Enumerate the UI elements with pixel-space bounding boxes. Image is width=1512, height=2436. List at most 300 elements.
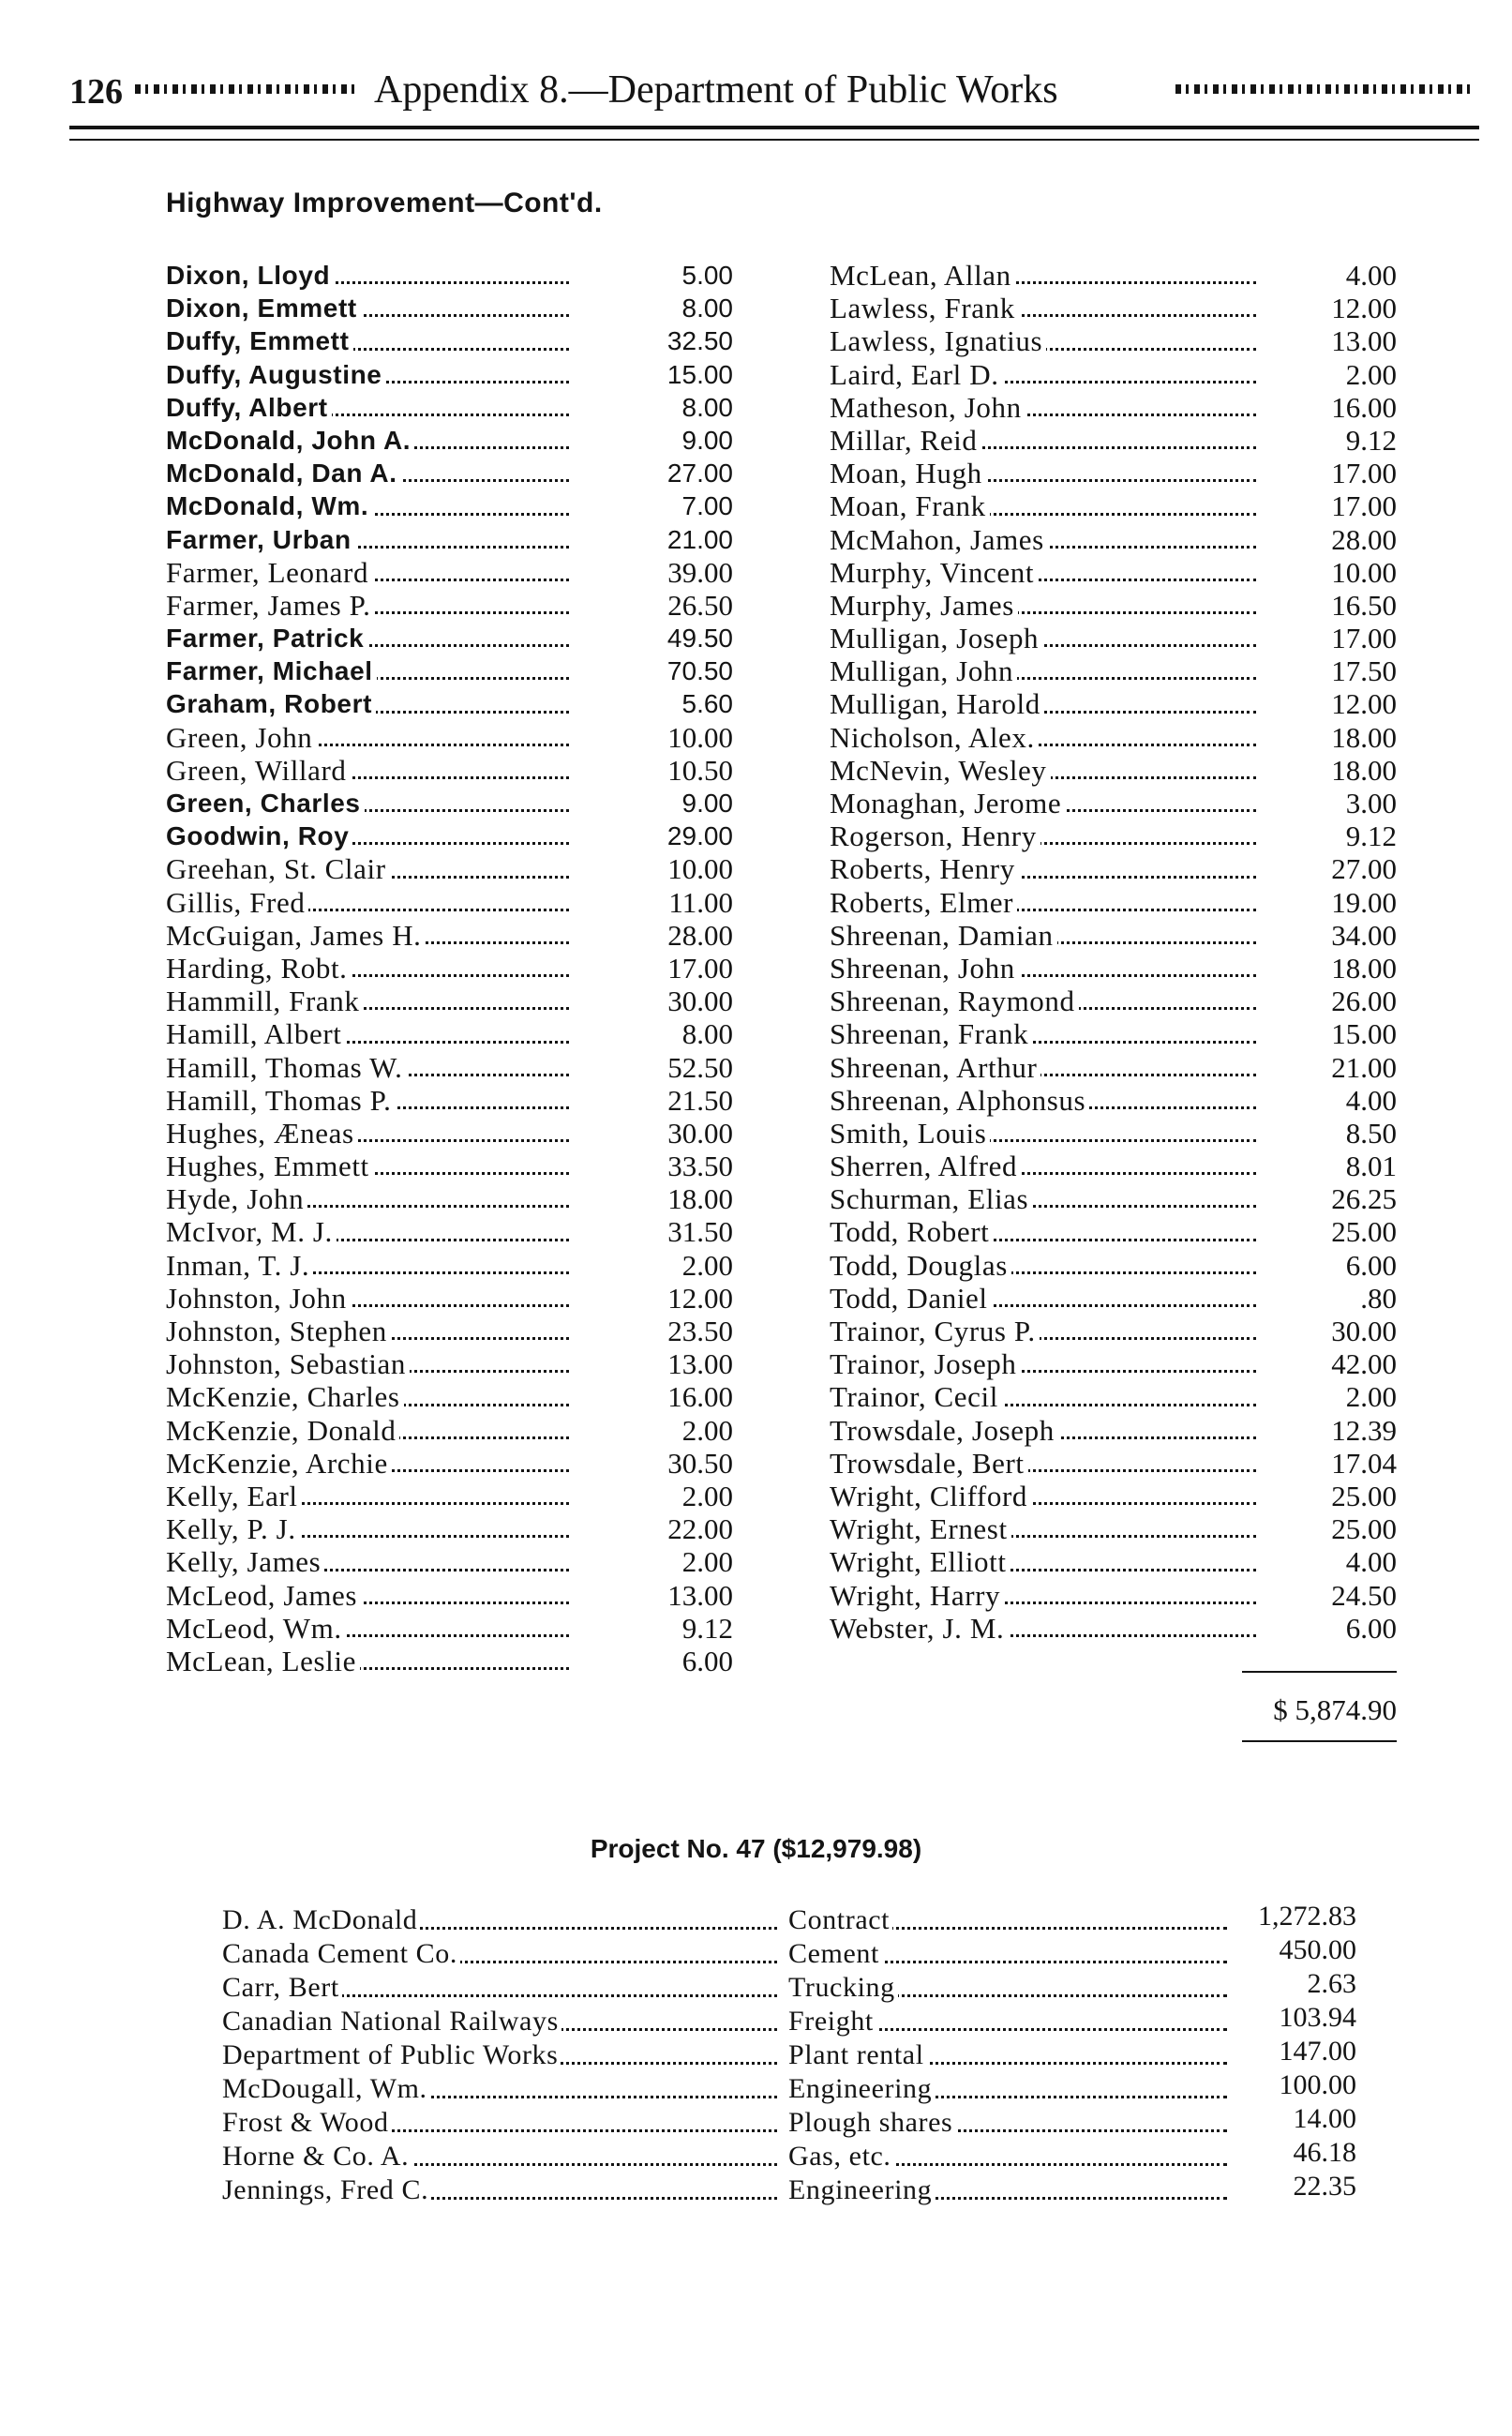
payment-amount: 2.00: [681, 1479, 733, 1512]
list-item: [830, 1117, 1397, 1150]
table-row: [222, 2002, 1356, 2038]
payee-name: Murphy, Vincent: [830, 556, 1038, 589]
purpose-cell: [788, 2173, 1238, 2207]
payment-amount: 21.00: [666, 524, 733, 554]
payee-name: McLean, Allan: [830, 259, 1015, 292]
payee-name: Shreenan, Arthur: [830, 1051, 1040, 1084]
list-item: [166, 523, 733, 556]
list-item: [830, 358, 1397, 391]
payment-amount: 2.00: [1345, 357, 1397, 391]
list-item: [830, 952, 1397, 985]
list-item: [830, 1579, 1397, 1612]
payee-name: Green, Willard: [166, 754, 351, 787]
payment-amount: 17.00: [1331, 622, 1397, 655]
list-item: [166, 424, 733, 457]
payment-amount: 22.35: [1293, 2171, 1356, 2202]
payee-name: McDougall, Wm.: [222, 2073, 430, 2104]
purpose-text: Gas, etc.: [788, 2141, 894, 2172]
payee-name: Frost & Wood: [222, 2107, 392, 2138]
list-item: [830, 1084, 1397, 1117]
payment-amount: 39.00: [667, 555, 733, 589]
header-rule: [69, 126, 1479, 129]
payee-name: Trainor, Cecil: [830, 1380, 1002, 1413]
payment-amount: 10.00: [667, 852, 733, 886]
payee-name: Inman, T. J.: [166, 1249, 313, 1282]
payee-name: McLeod, James: [166, 1579, 361, 1612]
payment-amount: 4.00: [1345, 1083, 1397, 1117]
list-item: [166, 687, 733, 720]
list-item: [166, 1347, 733, 1380]
purpose-cell: [788, 2038, 1238, 2072]
payee-name: Graham, Robert: [166, 687, 376, 720]
purpose-cell: [788, 1971, 1238, 2005]
payee-name: Farmer, Michael: [166, 654, 377, 687]
payment-amount: 12.00: [667, 1281, 733, 1315]
payee-name: McKenzie, Charles: [166, 1380, 404, 1413]
payment-amount: 16.50: [1331, 588, 1397, 622]
payment-amount: 28.00: [667, 918, 733, 952]
payee-name: Lawless, Frank: [830, 292, 1019, 324]
payee-name: Todd, Robert: [830, 1215, 993, 1248]
page-header: [69, 58, 1479, 114]
project-table: [222, 1903, 1356, 2207]
payment-amount: 15.00: [1331, 1017, 1397, 1051]
payee-cell: [222, 2005, 785, 2038]
payee-name: Green, Charles: [166, 787, 365, 820]
payment-amount: 8.01: [1345, 1150, 1397, 1183]
payee-name: Mulligan, John: [830, 654, 1017, 687]
list-item: [830, 1414, 1397, 1447]
payment-amount: 8.00: [681, 293, 733, 323]
payee-name: Monaghan, Jerome: [830, 787, 1065, 820]
payment-amount: 2.00: [1345, 1380, 1397, 1414]
total-underline: [1242, 1740, 1397, 1742]
payment-amount: 12.00: [1331, 292, 1397, 325]
payee-name: Trainor, Joseph: [830, 1347, 1021, 1380]
list-item: [166, 952, 733, 985]
list-item: [830, 1182, 1397, 1215]
table-row: [222, 2103, 1356, 2140]
payee-name: Hughes, Emmett: [166, 1150, 373, 1182]
payment-amount: 14.00: [1293, 2103, 1356, 2134]
payee-name: Trowsdale, Bert: [830, 1447, 1028, 1480]
payment-amount: 9.12: [681, 1611, 733, 1645]
header-rule-thin: [69, 139, 1479, 141]
payee-name: Todd, Daniel: [830, 1282, 992, 1315]
payment-amount: 17.50: [1331, 654, 1397, 688]
payment-amount: 2.00: [681, 1413, 733, 1447]
list-item: [830, 1380, 1397, 1413]
payee-name: Millar, Reid: [830, 424, 981, 457]
list-item: [830, 292, 1397, 324]
table-row: [222, 1934, 1356, 1971]
payment-amount: 25.00: [1331, 1512, 1397, 1546]
payment-amount: 13.00: [667, 1578, 733, 1612]
list-item: [166, 358, 733, 391]
payee-name: Farmer, Urban: [166, 523, 355, 556]
payee-name: McMahon, James: [830, 523, 1048, 556]
payee-name: Lawless, Ignatius: [830, 324, 1046, 357]
payee-name: Shreenan, Damian: [830, 919, 1057, 952]
payee-name: McDonald, Wm.: [166, 489, 372, 522]
payee-name: Hamill, Thomas P.: [166, 1084, 395, 1117]
payee-name: Wright, Harry: [830, 1579, 1004, 1612]
payee-name: Roberts, Henry: [830, 852, 1019, 885]
payment-amount: 15.00: [666, 359, 733, 389]
payee-name: Kelly, Earl: [166, 1480, 302, 1512]
payee-name: Shreenan, Frank: [830, 1017, 1032, 1050]
payee-name: Dixon, Lloyd: [166, 259, 334, 292]
payment-amount: 30.00: [667, 985, 733, 1018]
list-item: [166, 852, 733, 885]
purpose-cell: [788, 2140, 1238, 2173]
purpose-cell: [788, 1937, 1238, 1971]
payment-amount: 21.50: [667, 1083, 733, 1117]
list-item: [830, 654, 1397, 687]
payee-name: Murphy, James: [830, 589, 1018, 622]
list-item: [166, 1545, 733, 1578]
list-item: [166, 1414, 733, 1447]
list-item: [166, 1512, 733, 1545]
list-item: [166, 1084, 733, 1117]
payment-amount: 30.50: [667, 1446, 733, 1480]
list-item: [830, 787, 1397, 820]
payment-amount: 9.12: [1345, 820, 1397, 853]
total-rule: [1242, 1671, 1397, 1673]
payee-name: McNevin, Wesley: [830, 754, 1051, 787]
list-item: [830, 622, 1397, 654]
payee-name: Hughes, Æneas: [166, 1117, 358, 1150]
right-column: [830, 259, 1397, 1645]
list-item: [830, 1512, 1397, 1545]
purpose-text: Cement: [788, 1938, 882, 1969]
payment-amount: 16.00: [667, 1380, 733, 1414]
list-item: [166, 1017, 733, 1050]
list-item: [166, 259, 733, 292]
payment-amount: 16.00: [1331, 390, 1397, 424]
payee-name: McLean, Leslie: [166, 1645, 360, 1677]
payee-name: Roberts, Elmer: [830, 886, 1017, 919]
payee-name: McDonald, Dan A.: [166, 457, 401, 489]
payment-amount: 5.60: [681, 689, 733, 719]
payment-amount: 70.50: [666, 656, 733, 686]
payment-amount: 28.00: [1331, 522, 1397, 556]
list-item: [830, 754, 1397, 787]
payee-name: Matheson, John: [830, 391, 1025, 424]
payment-amount: 1,272.83: [1258, 1901, 1356, 1932]
list-item: [166, 1380, 733, 1413]
payee-name: Green, John: [166, 721, 316, 754]
list-item: [830, 1150, 1397, 1182]
payee-name: Kelly, P. J.: [166, 1512, 300, 1545]
list-item: [166, 589, 733, 622]
list-item: [830, 259, 1397, 292]
payment-amount: 12.39: [1331, 1413, 1397, 1447]
payee-name: Trainor, Cyrus P.: [830, 1315, 1040, 1347]
list-item: [166, 1315, 733, 1347]
payee-name: Harding, Robt.: [166, 952, 352, 985]
payment-amount: 12.00: [1331, 687, 1397, 721]
list-item: [830, 852, 1397, 885]
purpose-cell: [788, 2072, 1238, 2106]
payment-amount: 11.00: [668, 885, 733, 919]
payment-amount: 6.00: [681, 1644, 733, 1677]
payee-name: Hyde, John: [166, 1182, 307, 1215]
payee-name: Mulligan, Joseph: [830, 622, 1042, 654]
payee-cell: [222, 1937, 785, 1971]
list-item: [166, 787, 733, 820]
list-item: [166, 457, 733, 489]
payee-name: Hamill, Thomas W.: [166, 1051, 406, 1084]
list-item: [830, 1612, 1397, 1645]
payment-amount: 5.00: [681, 261, 733, 290]
payee-name: Johnston, Sebastian: [166, 1347, 410, 1380]
table-row: [222, 1903, 1356, 1937]
payment-amount: 10.50: [667, 753, 733, 787]
left-column: [166, 259, 733, 1677]
payment-amount: 2.63: [1307, 1968, 1356, 1999]
list-item: [830, 556, 1397, 589]
payee-name: Wright, Elliott: [830, 1545, 1010, 1578]
list-item: [166, 1579, 733, 1612]
purpose-text: Engineering: [788, 2073, 935, 2104]
list-item: [830, 919, 1397, 952]
payment-amount: 4.00: [1345, 1545, 1397, 1579]
project-title: Project No. 47 ($12,979.98): [590, 1834, 922, 1863]
payee-name: Kelly, James: [166, 1545, 324, 1578]
payment-amount: 8.00: [681, 392, 733, 422]
list-item: [830, 721, 1397, 754]
list-item: [830, 391, 1397, 424]
table-row: [222, 2137, 1356, 2173]
list-item: [830, 523, 1397, 556]
payee-name: Jennings, Fred C.: [222, 2174, 431, 2205]
payment-amount: 18.00: [1331, 951, 1397, 985]
payment-amount: 17.00: [1331, 489, 1397, 523]
list-item: [830, 1480, 1397, 1512]
payee-name: Hammill, Frank: [166, 985, 363, 1017]
payee-name: Smith, Louis: [830, 1117, 990, 1150]
payment-amount: 22.00: [667, 1512, 733, 1546]
payment-amount: 27.00: [1331, 852, 1397, 886]
payee-name: Schurman, Elias: [830, 1182, 1032, 1215]
list-item: [830, 324, 1397, 357]
payee-name: Wright, Clifford: [830, 1480, 1031, 1512]
list-item: [166, 721, 733, 754]
list-item: [830, 1447, 1397, 1480]
list-item: [166, 1282, 733, 1315]
list-item: [166, 1182, 733, 1215]
payee-name: D. A. McDonald: [222, 1904, 420, 1935]
list-item: [166, 556, 733, 589]
payment-amount: 17.00: [1331, 457, 1397, 490]
payee-name: Shreenan, Raymond: [830, 985, 1079, 1017]
payee-name: Moan, Frank: [830, 489, 990, 522]
payment-amount: 9.12: [1345, 423, 1397, 457]
payment-amount: 2.00: [681, 1545, 733, 1579]
payment-amount: 8.00: [681, 1017, 733, 1051]
purpose-cell: [788, 2106, 1238, 2140]
list-item: [166, 985, 733, 1017]
payee-name: Duffy, Emmett: [166, 324, 353, 357]
payee-name: Shreenan, John: [830, 952, 1019, 985]
payee-name: Duffy, Augustine: [166, 358, 385, 391]
payment-amount: 100.00: [1279, 2069, 1356, 2100]
purpose-text: Freight: [788, 2006, 876, 2037]
payee-cell: [222, 2140, 785, 2173]
payee-name: Carr, Bert: [222, 1972, 342, 2003]
list-item: [166, 622, 733, 654]
payment-amount: 10.00: [1331, 555, 1397, 589]
list-item: [166, 1051, 733, 1084]
purpose-cell: [788, 2005, 1238, 2038]
payee-name: Wright, Ernest: [830, 1512, 1011, 1545]
payee-name: Canada Cement Co.: [222, 1938, 460, 1969]
page-number: 126: [69, 72, 123, 112]
payment-amount: 25.00: [1331, 1479, 1397, 1512]
payee-name: Laird, Earl D.: [830, 358, 1003, 391]
payee-name: McKenzie, Archie: [166, 1447, 392, 1480]
table-row: [222, 2069, 1356, 2106]
list-item: [830, 1347, 1397, 1380]
payee-cell: [222, 1971, 785, 2005]
list-item: [830, 589, 1397, 622]
payee-cell: [222, 2038, 785, 2072]
payee-name: Johnston, John: [166, 1282, 351, 1315]
payment-amount: 8.50: [1345, 1116, 1397, 1150]
payee-name: Canadian National Railways: [222, 2006, 561, 2037]
list-item: [166, 292, 733, 324]
payee-name: Horne & Co. A.: [222, 2141, 412, 2172]
payee-name: Todd, Douglas: [830, 1249, 1011, 1282]
payment-amount: 18.00: [667, 1182, 733, 1216]
payee-name: Moan, Hugh: [830, 457, 986, 489]
payment-amount: 13.00: [1331, 324, 1397, 358]
payment-amount: 147.00: [1279, 2036, 1356, 2067]
payment-amount: 450.00: [1279, 1934, 1356, 1965]
payment-amount: 26.00: [1331, 985, 1397, 1018]
payee-name: McGuigan, James H.: [166, 919, 426, 952]
payment-amount: 19.00: [1331, 885, 1397, 919]
section-total: $ 5,874.90: [1273, 1693, 1397, 1726]
payee-name: McLeod, Wm.: [166, 1612, 346, 1645]
purpose-text: Plough shares: [788, 2107, 955, 2138]
payee-name: McDonald, John A.: [166, 424, 414, 457]
list-item: [166, 1117, 733, 1150]
section-title: Highway Improvement—Cont'd.: [166, 188, 603, 218]
payment-amount: 17.00: [667, 951, 733, 985]
list-item: [830, 457, 1397, 489]
payment-amount: 3.00: [1345, 787, 1397, 820]
payment-amount: 21.00: [1331, 1050, 1397, 1084]
list-item: [166, 1645, 733, 1677]
payee-name: McIvor, M. J.: [166, 1215, 337, 1248]
purpose-text: Contract: [788, 1904, 892, 1935]
payment-amount: 29.00: [666, 821, 733, 851]
purpose-text: Trucking: [788, 1972, 898, 2003]
page-title: Appendix 8.—Department of Public Works: [374, 68, 1058, 112]
payment-amount: 30.00: [667, 1116, 733, 1150]
purpose-cell: [788, 1903, 1238, 1937]
list-item: [166, 654, 733, 687]
payment-amount: 33.50: [667, 1150, 733, 1183]
payee-cell: [222, 2173, 785, 2207]
list-item: [830, 886, 1397, 919]
payment-amount: 27.00: [666, 459, 733, 489]
list-item: [830, 1017, 1397, 1050]
list-item: [830, 1282, 1397, 1315]
payee-name: Dixon, Emmett: [166, 292, 361, 324]
purpose-text: Plant rental: [788, 2039, 927, 2070]
payment-amount: 4.00: [1345, 259, 1397, 292]
payment-amount: 26.50: [667, 588, 733, 622]
payment-amount: 24.50: [1331, 1578, 1397, 1612]
payment-amount: 18.00: [1331, 720, 1397, 754]
payment-amount: 26.25: [1331, 1182, 1397, 1216]
payee-name: Trowsdale, Joseph: [830, 1414, 1058, 1447]
header-ornament-right: [1175, 84, 1475, 94]
payment-amount: 7.00: [681, 491, 733, 521]
payee-name: Shreenan, Alphonsus: [830, 1084, 1089, 1117]
list-item: [830, 1215, 1397, 1248]
payment-amount: 6.00: [1345, 1248, 1397, 1282]
payee-name: Duffy, Albert: [166, 391, 332, 424]
payee-cell: [222, 2072, 785, 2106]
payment-amount: 32.50: [666, 326, 733, 356]
payment-amount: .80: [1360, 1281, 1397, 1315]
list-item: [166, 1249, 733, 1282]
payee-cell: [222, 1903, 785, 1937]
header-ornament-left: [135, 84, 360, 94]
payee-name: Johnston, Stephen: [166, 1315, 391, 1347]
list-item: [166, 1447, 733, 1480]
payee-name: Rogerson, Henry: [830, 820, 1040, 852]
payee-name: Farmer, James P.: [166, 589, 374, 622]
payment-amount: 30.00: [1331, 1315, 1397, 1347]
list-item: [166, 754, 733, 787]
list-item: [830, 1249, 1397, 1282]
list-item: [166, 1215, 733, 1248]
table-row: [222, 2038, 1356, 2072]
payee-name: Nicholson, Alex.: [830, 721, 1039, 754]
list-item: [830, 820, 1397, 852]
payee-name: Department of Public Works: [222, 2039, 561, 2070]
list-item: [830, 985, 1397, 1017]
payee-name: Mulligan, Harold: [830, 687, 1044, 720]
payment-amount: 103.94: [1279, 2002, 1356, 2033]
list-item: [166, 820, 733, 852]
list-item: [830, 687, 1397, 720]
list-item: [166, 1480, 733, 1512]
payment-amount: 9.00: [681, 789, 733, 818]
list-item: [166, 1612, 733, 1645]
payment-amount: 17.04: [1331, 1446, 1397, 1480]
payment-amount: 46.18: [1293, 2137, 1356, 2168]
payment-amount: 52.50: [667, 1050, 733, 1084]
list-item: [830, 1051, 1397, 1084]
payment-amount: 49.50: [666, 624, 733, 654]
list-item: [166, 1150, 733, 1182]
payment-amount: 13.00: [667, 1347, 733, 1381]
list-item: [830, 1315, 1397, 1347]
payment-amount: 18.00: [1331, 753, 1397, 787]
payment-amount: 34.00: [1331, 918, 1397, 952]
payment-amount: 25.00: [1331, 1215, 1397, 1249]
payment-amount: 42.00: [1331, 1347, 1397, 1381]
list-item: [830, 1545, 1397, 1578]
payment-amount: 31.50: [667, 1215, 733, 1249]
list-item: [166, 919, 733, 952]
